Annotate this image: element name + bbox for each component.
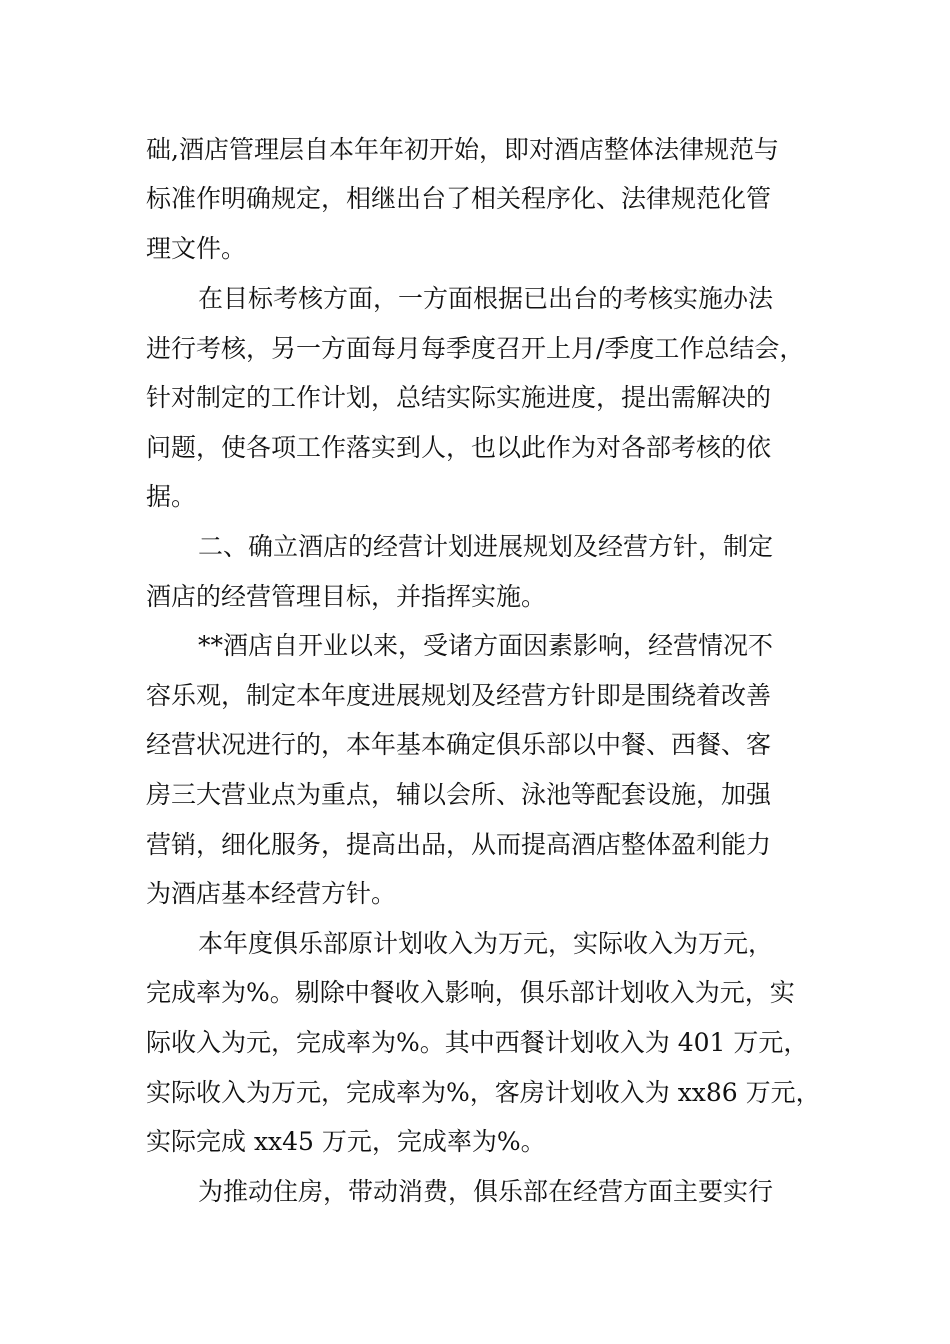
text-line: 经营状况进行的，本年基本确定俱乐部以中餐、西餐、客 — [146, 730, 772, 759]
paragraph-first-line: 本年度俱乐部原计划收入为万元，实际收入为万元， — [198, 929, 774, 958]
text-line: 完成率为%。剔除中餐收入影响，俱乐部计划收入为元，实 — [146, 978, 795, 1007]
text-line: 为酒店基本经营方针。 — [146, 879, 397, 908]
text-line: 础,酒店管理层自本年年初开始，即对酒店整体法律规范与 — [146, 135, 779, 164]
section-heading-continued: 酒店的经营管理目标，并指挥实施。 — [146, 582, 547, 611]
text-line: 实际收入为万元，完成率为%，客房计划收入为 xx86 万元， — [146, 1078, 821, 1107]
section-heading: 二、确立酒店的经营计划进展规划及经营方针，制定 — [198, 532, 774, 561]
text-line: 问题，使各项工作落实到人，也以此作为对各部考核的依 — [146, 433, 772, 462]
text-line: 容乐观，制定本年度进展规划及经营方针即是围绕着改善 — [146, 681, 772, 710]
text-line: 进行考核，另一方面每月每季度召开上月/季度工作总结会， — [146, 334, 805, 363]
text-line: 理文件。 — [146, 234, 247, 263]
text-line: 标准作明确规定，相继出台了相关程序化、法律规范化管 — [146, 184, 772, 213]
paragraph-first-line: 为推动住房，带动消费，俱乐部在经营方面主要实行 — [198, 1177, 774, 1206]
paragraph-first-line: 在目标考核方面，一方面根据已出台的考核实施办法 — [198, 284, 774, 313]
text-line: 营销，细化服务，提高出品，从而提高酒店整体盈利能力 — [146, 830, 772, 859]
text-line: 针对制定的工作计划，总结实际实施进度，提出需解决的 — [146, 383, 772, 412]
text-line: 据。 — [146, 482, 197, 511]
text-line: 际收入为元，完成率为%。其中西餐计划收入为 401 万元， — [146, 1028, 809, 1057]
text-line: 房三大营业点为重点，辅以会所、泳池等配套设施，加强 — [146, 780, 772, 809]
paragraph-first-line: **酒店自开业以来，受诸方面因素影响，经营情况不 — [198, 631, 774, 660]
text-line: 实际完成 xx45 万元，完成率为%。 — [146, 1127, 546, 1156]
